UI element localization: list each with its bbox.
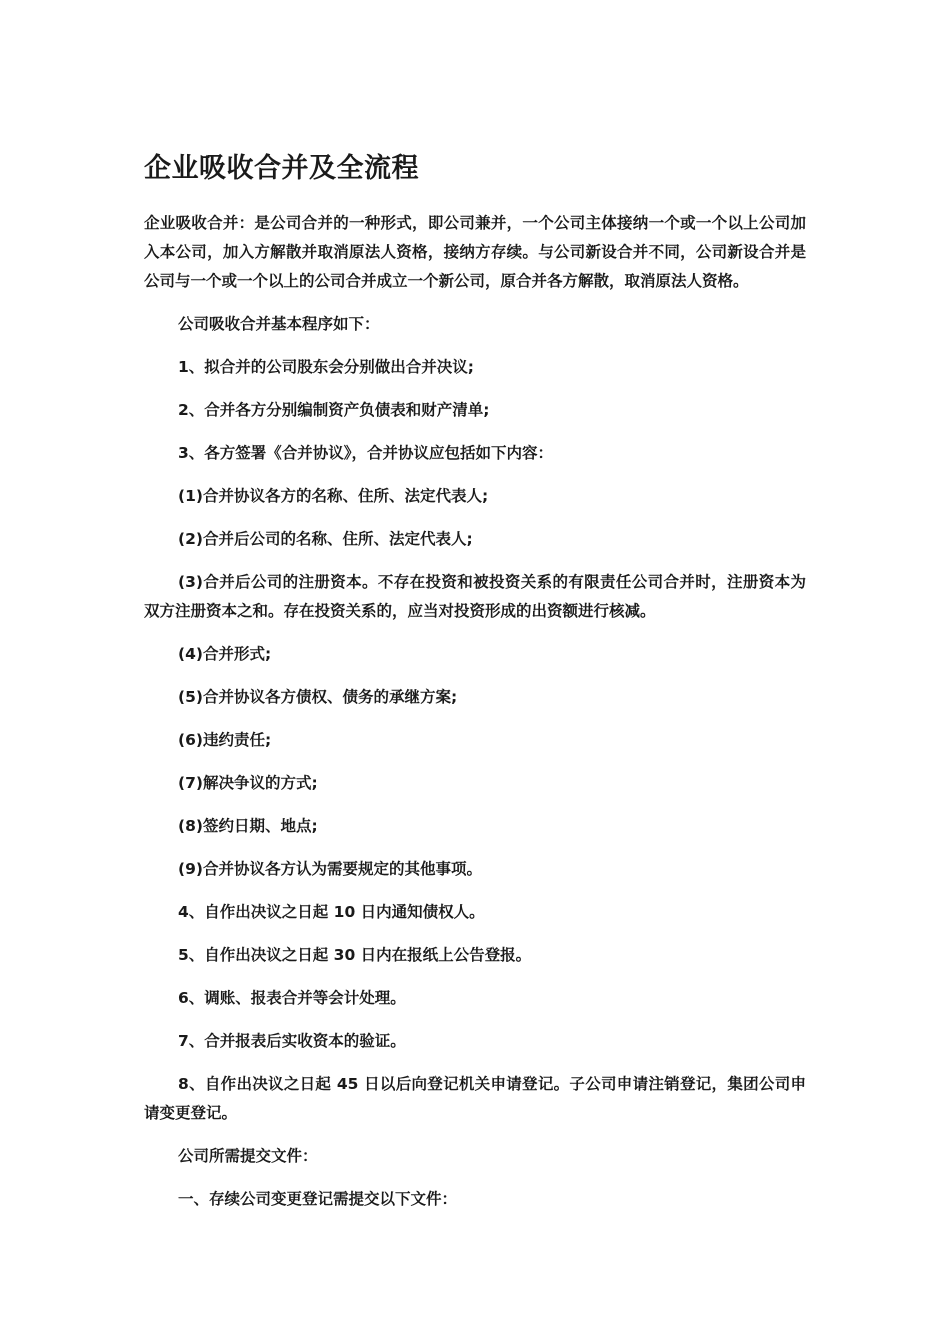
paragraph: (3)合并后公司的注册资本。不存在投资和被投资关系的有限责任公司合并时，注册资本为双方注册资本之和。存在投资关系的，应当对投资形成的出资额进行核减。 bbox=[144, 573, 806, 620]
paragraph: 2、合并各方分别编制资产负债表和财产清单; bbox=[178, 401, 490, 419]
paragraph: (9)合并协议各方认为需要规定的其他事项。 bbox=[178, 860, 482, 878]
paragraph: (1)合并协议各方的名称、住所、法定代表人; bbox=[178, 487, 489, 505]
paragraph: (4)合并形式; bbox=[178, 645, 272, 663]
paragraph: (2)合并后公司的名称、住所、法定代表人; bbox=[178, 530, 473, 548]
paragraph: 7、合并报表后实收资本的验证。 bbox=[178, 1032, 406, 1050]
paragraph: 5、自作出决议之日起 30 日内在报纸上公告登报。 bbox=[178, 946, 532, 964]
paragraph: 6、调账、报表合并等会计处理。 bbox=[178, 989, 406, 1007]
paragraph: (5)合并协议各方债权、债务的承继方案; bbox=[178, 688, 458, 706]
paragraph: (6)违约责任; bbox=[178, 731, 272, 749]
intro-paragraph: 企业吸收合并：是公司合并的一种形式，即公司兼并，一个公司主体接纳一个或一个以上公司加入本公司，加入方解散并取消原法人资格，接纳方存续。与公司新设合并不同，公司新设合并是公司与一个或一个以上的公司合并成立一个新公司，原合并各方解散，取消原法人资格。 bbox=[144, 214, 806, 290]
paragraph: 公司吸收合并基本程序如下： bbox=[178, 315, 380, 333]
paragraph: 公司所需提交文件： bbox=[178, 1147, 318, 1165]
paragraph: 1、拟合并的公司股东会分别做出合并决议; bbox=[178, 358, 474, 376]
document-title: 企业吸收合并及全流程 bbox=[144, 153, 419, 184]
document-body bbox=[144, 209, 806, 1228]
paragraph: (7)解决争议的方式; bbox=[178, 774, 318, 792]
paragraph: 3、各方签署《合并协议》，合并协议应包括如下内容： bbox=[178, 444, 554, 462]
paragraph: 一、存续公司变更登记需提交以下文件： bbox=[178, 1190, 458, 1208]
paragraph: 8、自作出决议之日起 45 日以后向登记机关申请登记。子公司申请注销登记，集团公司申请变更登记。 bbox=[144, 1075, 806, 1122]
paragraph: (8)签约日期、地点; bbox=[178, 817, 318, 835]
paragraph: 4、自作出决议之日起 10 日内通知债权人。 bbox=[178, 903, 485, 921]
